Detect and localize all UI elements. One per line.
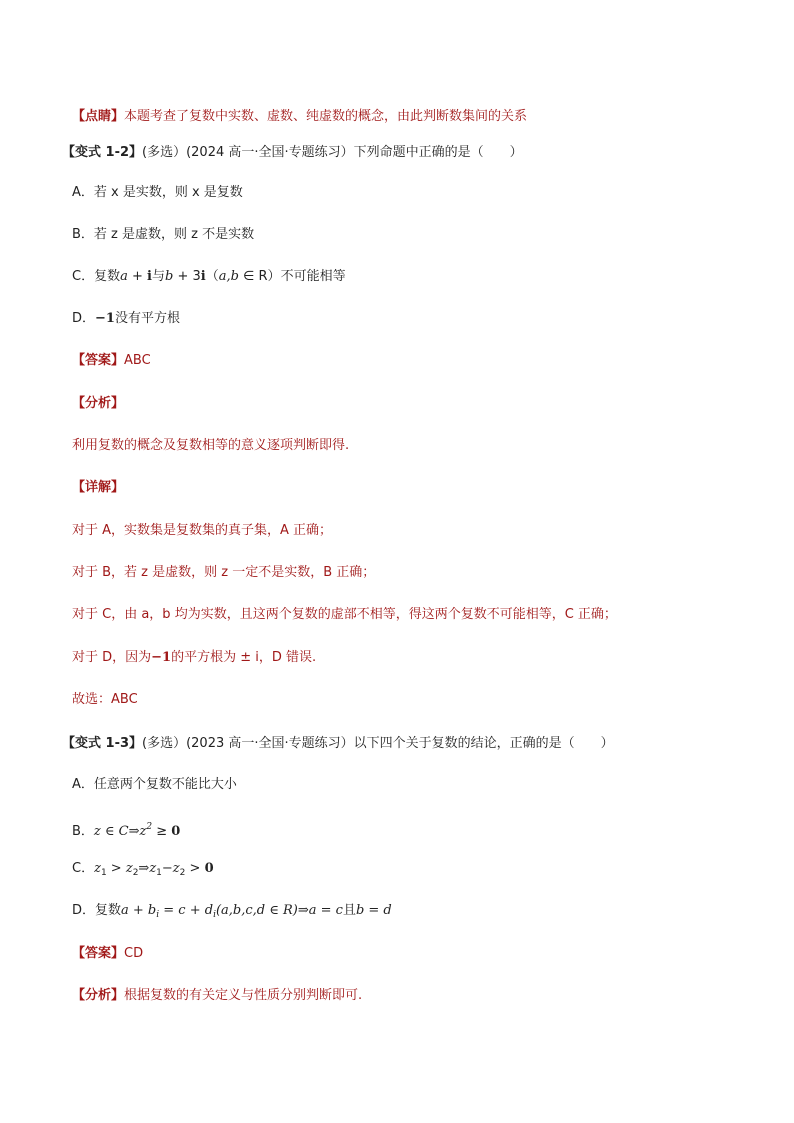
question-source-1-2: (多选）(2024 高一·全国·专题练习）下列命题中正确的是（ ） xyxy=(142,145,523,160)
comment-text: 本题考查了复数中实数、虚数、纯虚数的概念，由此判断数集间的关系 xyxy=(124,109,528,124)
analysis-text-1-3: 根据复数的有关定义与性质分别判断即可. xyxy=(124,988,363,1003)
option-c-prefix: C．复数 xyxy=(72,269,121,284)
cond-vars: a,b xyxy=(218,269,239,284)
math-plus: + xyxy=(127,269,148,284)
answer-line-1-3 xyxy=(72,945,143,963)
option-c-prefix-1-3: C． xyxy=(72,861,95,876)
math-a: a xyxy=(120,269,128,284)
option-d-sub2: i xyxy=(213,910,216,920)
detail-a: 对于 A，实数集是复数集的真子集，A 正确； xyxy=(72,523,333,538)
option-d-math-3: (a,b,c,d ∈ R)⇒a = c xyxy=(215,903,343,918)
option-c-1-3 xyxy=(72,860,214,882)
question-tag-1-3: 【变式 1-3】 xyxy=(62,736,143,751)
comment-tag: 【点睛】 xyxy=(72,109,125,124)
option-c-zero: 0 xyxy=(204,861,214,876)
option-d-math-1: a + b xyxy=(121,903,157,918)
option-b-sup: 2 xyxy=(146,822,153,832)
option-c-sub4: 2 xyxy=(179,868,186,878)
option-d-1-2 xyxy=(72,310,180,328)
detail-d-prefix: 对于 D，因为 xyxy=(72,650,152,665)
option-b-1-2: B．若 z 是虚数，则 z 不是实数 xyxy=(72,227,255,242)
math-i-2: i xyxy=(200,269,206,284)
question-header-1-3 xyxy=(62,735,614,753)
answer-1-2: ABC xyxy=(124,353,151,368)
comment-line xyxy=(72,108,527,126)
option-d-sub1: i xyxy=(156,910,160,920)
option-c-minus: −z xyxy=(161,861,180,876)
math-i: i xyxy=(147,269,152,284)
option-c-with: 与 xyxy=(151,269,165,284)
question-tag-1-2: 【变式 1-2】 xyxy=(62,145,143,160)
option-c-imp: ⇒z xyxy=(138,861,157,876)
option-d-suffix: 没有平方根 xyxy=(114,311,180,326)
answer-1-3: CD xyxy=(124,946,144,961)
cond-open: （ xyxy=(205,269,219,284)
detail-b: 对于 B，若 z 是虚数，则 z 一定不是实数，B 正确； xyxy=(72,565,376,580)
option-c-sub2: 2 xyxy=(132,868,139,878)
option-b-1-3 xyxy=(72,818,180,841)
math-neg-one: −1 xyxy=(95,311,115,326)
option-b-zero: 0 xyxy=(171,824,181,839)
analysis-tag-1-3: 【分析】 xyxy=(72,988,125,1003)
option-a-1-3: A．任意两个复数不能比大小 xyxy=(72,777,237,792)
option-c-sub3: 1 xyxy=(156,868,162,878)
option-d-math-4: b = d xyxy=(355,903,392,918)
math-plus-3: + 3 xyxy=(173,269,201,284)
cond-in: ∈ R） xyxy=(238,269,281,284)
detail-d xyxy=(72,649,316,667)
choice-1-2: 故选：ABC xyxy=(72,692,138,707)
answer-tag-1-3: 【答案】 xyxy=(72,946,125,961)
math-b: b xyxy=(164,269,174,284)
option-c-gt: > z xyxy=(106,861,133,876)
option-c-suffix: 不可能相等 xyxy=(280,269,346,284)
answer-tag-1-2: 【答案】 xyxy=(72,353,125,368)
analysis-line-1-3 xyxy=(72,987,362,1005)
option-b-math-1: z ∈ C⇒z xyxy=(93,824,147,839)
option-d-prefix-1-3: D．复数 xyxy=(72,903,122,918)
option-b-prefix: B． xyxy=(72,824,94,839)
analysis-text-1-2: 利用复数的概念及复数相等的意义逐项判断即得. xyxy=(72,438,350,453)
option-c-z1: z xyxy=(94,861,101,876)
option-c-gt0: > xyxy=(185,861,205,876)
question-source-1-3: (多选）(2023 高一·全国·专题练习）以下四个关于复数的结论，正确的是（ ） xyxy=(142,736,614,751)
detail-tag-1-2: 【详解】 xyxy=(72,480,125,495)
option-c-1-2 xyxy=(72,268,346,286)
option-d-math-2: = c + d xyxy=(159,903,214,918)
option-b-math-2: ≥ xyxy=(152,824,172,839)
detail-d-math: −1 xyxy=(151,650,172,665)
option-c-sub1: 1 xyxy=(100,868,107,878)
option-d-and: 且 xyxy=(342,903,356,918)
detail-d-suffix: 的平方根为 ± i，D 错误. xyxy=(171,650,317,665)
analysis-tag-1-2: 【分析】 xyxy=(72,396,125,411)
detail-c: 对于 C，由 a，b 均为实数，且这两个复数的虚部不相等，得这两个复数不可能相等，C 正确； xyxy=(72,607,617,622)
answer-line-1-2 xyxy=(72,352,151,370)
option-a-1-2: A．若 x 是实数，则 x 是复数 xyxy=(72,185,243,200)
question-header-1-2 xyxy=(62,144,523,162)
option-d-1-3 xyxy=(72,902,392,924)
option-d-prefix: D． xyxy=(72,311,96,326)
